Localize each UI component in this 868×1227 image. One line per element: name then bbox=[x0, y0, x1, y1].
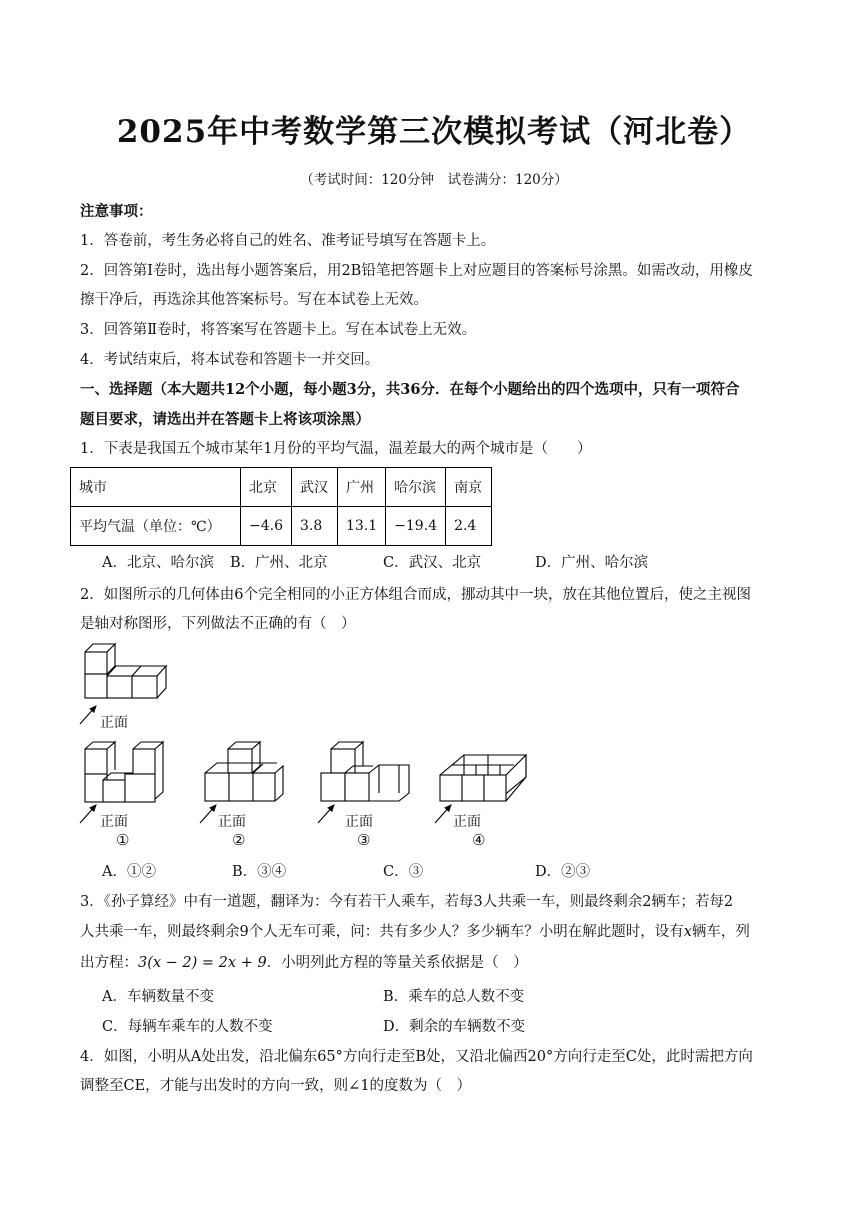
option-b: B．广州、北京 bbox=[230, 555, 328, 571]
question-3-stem: 3．《孙子算经》中有一道题，翻译为：今有若干人乘车，若每3人共乘一车，则最终剩余2辆车；若每2 bbox=[80, 894, 734, 910]
option-c: C．每辆车乘车的人数不变 bbox=[102, 1019, 273, 1035]
option-a: A．车辆数量不变 bbox=[102, 989, 214, 1005]
text-segment: 出方程： bbox=[80, 955, 138, 971]
option-a: A．①② bbox=[102, 864, 156, 880]
page-title: 2025年中考数学第三次模拟考试（河北卷） bbox=[116, 114, 752, 150]
notice-item: 2．回答第Ⅰ卷时，选出每小题答案后，用2B铅笔把答题卡上对应题目的答案标号涂黑。如需改动，用橡皮 bbox=[80, 263, 753, 279]
cube-figure-1 bbox=[85, 742, 163, 802]
cube-figure-4 bbox=[440, 755, 526, 801]
table-cell: 武汉 bbox=[292, 468, 338, 507]
notice-item: 4．考试结束后，将本试卷和答题卡一并交回。 bbox=[80, 352, 380, 368]
option-d: D．广州、哈尔滨 bbox=[535, 555, 649, 571]
table-cell: 平均气温（单位：℃） bbox=[71, 507, 241, 546]
cube-figure-2 bbox=[205, 742, 283, 801]
question-4-stem-cont: 调整至CE，才能与出发时的方向一致，则∠1的度数为（ ） bbox=[80, 1078, 472, 1094]
text-segment: ．小明列此方程的等量关系依据是（ ） bbox=[266, 955, 528, 971]
option-d: D．剩余的车辆数不变 bbox=[383, 1019, 526, 1035]
table-cell: 南京 bbox=[446, 468, 492, 507]
table-cell: 哈尔滨 bbox=[386, 468, 446, 507]
table-cell: 北京 bbox=[241, 468, 292, 507]
figure-number-3: ③ bbox=[357, 831, 371, 849]
figure-number-4: ④ bbox=[472, 831, 486, 849]
table-cell: −19.4 bbox=[386, 507, 446, 546]
option-d: D．②③ bbox=[535, 864, 591, 880]
table-cell: 2.4 bbox=[446, 507, 492, 546]
exam-info: （考试时间：120分钟 试卷满分：120分） bbox=[300, 172, 568, 188]
notice-item: 1．答卷前，考生务必将自己的姓名、准考证号填写在答题卡上。 bbox=[80, 233, 496, 249]
notice-item: 3．回答第Ⅱ卷时，将答案写在答题卡上。写在本试卷上无效。 bbox=[80, 322, 477, 338]
text-segment: 人共乘一车，则最终剩余9个人无车可乘，问：共有多少人？多少辆车？小明在解此题时，设有 bbox=[80, 924, 684, 940]
question-3-stem-equation bbox=[80, 951, 528, 972]
figure-number-2: ② bbox=[232, 831, 246, 849]
notice-heading: 注意事项： bbox=[80, 203, 153, 220]
option-c: C．③ bbox=[383, 864, 424, 880]
cube-figure-3 bbox=[321, 742, 409, 801]
question-2-stem: 2．如图所示的几何体由6个完全相同的小正方体组合而成，挪动其中一块，放在其他位置后，使之主视图 bbox=[80, 587, 751, 603]
question-3-stem-cont bbox=[80, 920, 750, 941]
table-cell: 3.8 bbox=[292, 507, 338, 546]
front-label: 正面 bbox=[100, 715, 128, 731]
question-2-stem-cont: 是轴对称图形，下列做法不正确的有（ ） bbox=[80, 616, 356, 632]
notice-item: 擦干净后，再选涂其他答案标号。写在本试卷上无效。 bbox=[80, 292, 428, 308]
section-heading-cont: 题目要求，请选出并在答题卡上将该项涂黑） bbox=[80, 411, 370, 428]
front-label: 正面 bbox=[453, 814, 481, 830]
figure-number-1: ① bbox=[116, 831, 130, 849]
front-label: 正面 bbox=[218, 814, 246, 830]
front-label: 正面 bbox=[345, 814, 373, 830]
main-cube-figure bbox=[85, 644, 166, 698]
variable-x: x bbox=[683, 924, 692, 940]
option-a: A．北京、哈尔滨 bbox=[102, 555, 214, 571]
option-b: B．乘车的总人数不变 bbox=[383, 989, 525, 1005]
table-cell: 城市 bbox=[71, 468, 241, 507]
question-1-stem: 1．下表是我国五个城市某年1月份的平均气温，温差最大的两个城市是（ ） bbox=[80, 441, 592, 457]
option-b: B．③④ bbox=[232, 864, 287, 880]
table-cell: 13.1 bbox=[338, 507, 386, 546]
section-heading: 一、选择题（本大题共12个小题，每小题3分，共36分．在每个小题给出的四个选项中，只有一项符合 bbox=[80, 381, 740, 398]
text-segment: 辆车，列 bbox=[691, 924, 750, 940]
front-label: 正面 bbox=[100, 814, 128, 830]
option-c: C．武汉、北京 bbox=[383, 555, 482, 571]
table-cell: −4.6 bbox=[241, 507, 292, 546]
equation: 3(x − 2) = 2x + 9 bbox=[138, 955, 267, 971]
question-4-stem: 4．如图，小明从A处出发，沿北偏东65°方向行走至B处，又沿北偏西20°方向行走至C处，此时需把方向 bbox=[80, 1049, 753, 1065]
table-cell: 广州 bbox=[338, 468, 386, 507]
